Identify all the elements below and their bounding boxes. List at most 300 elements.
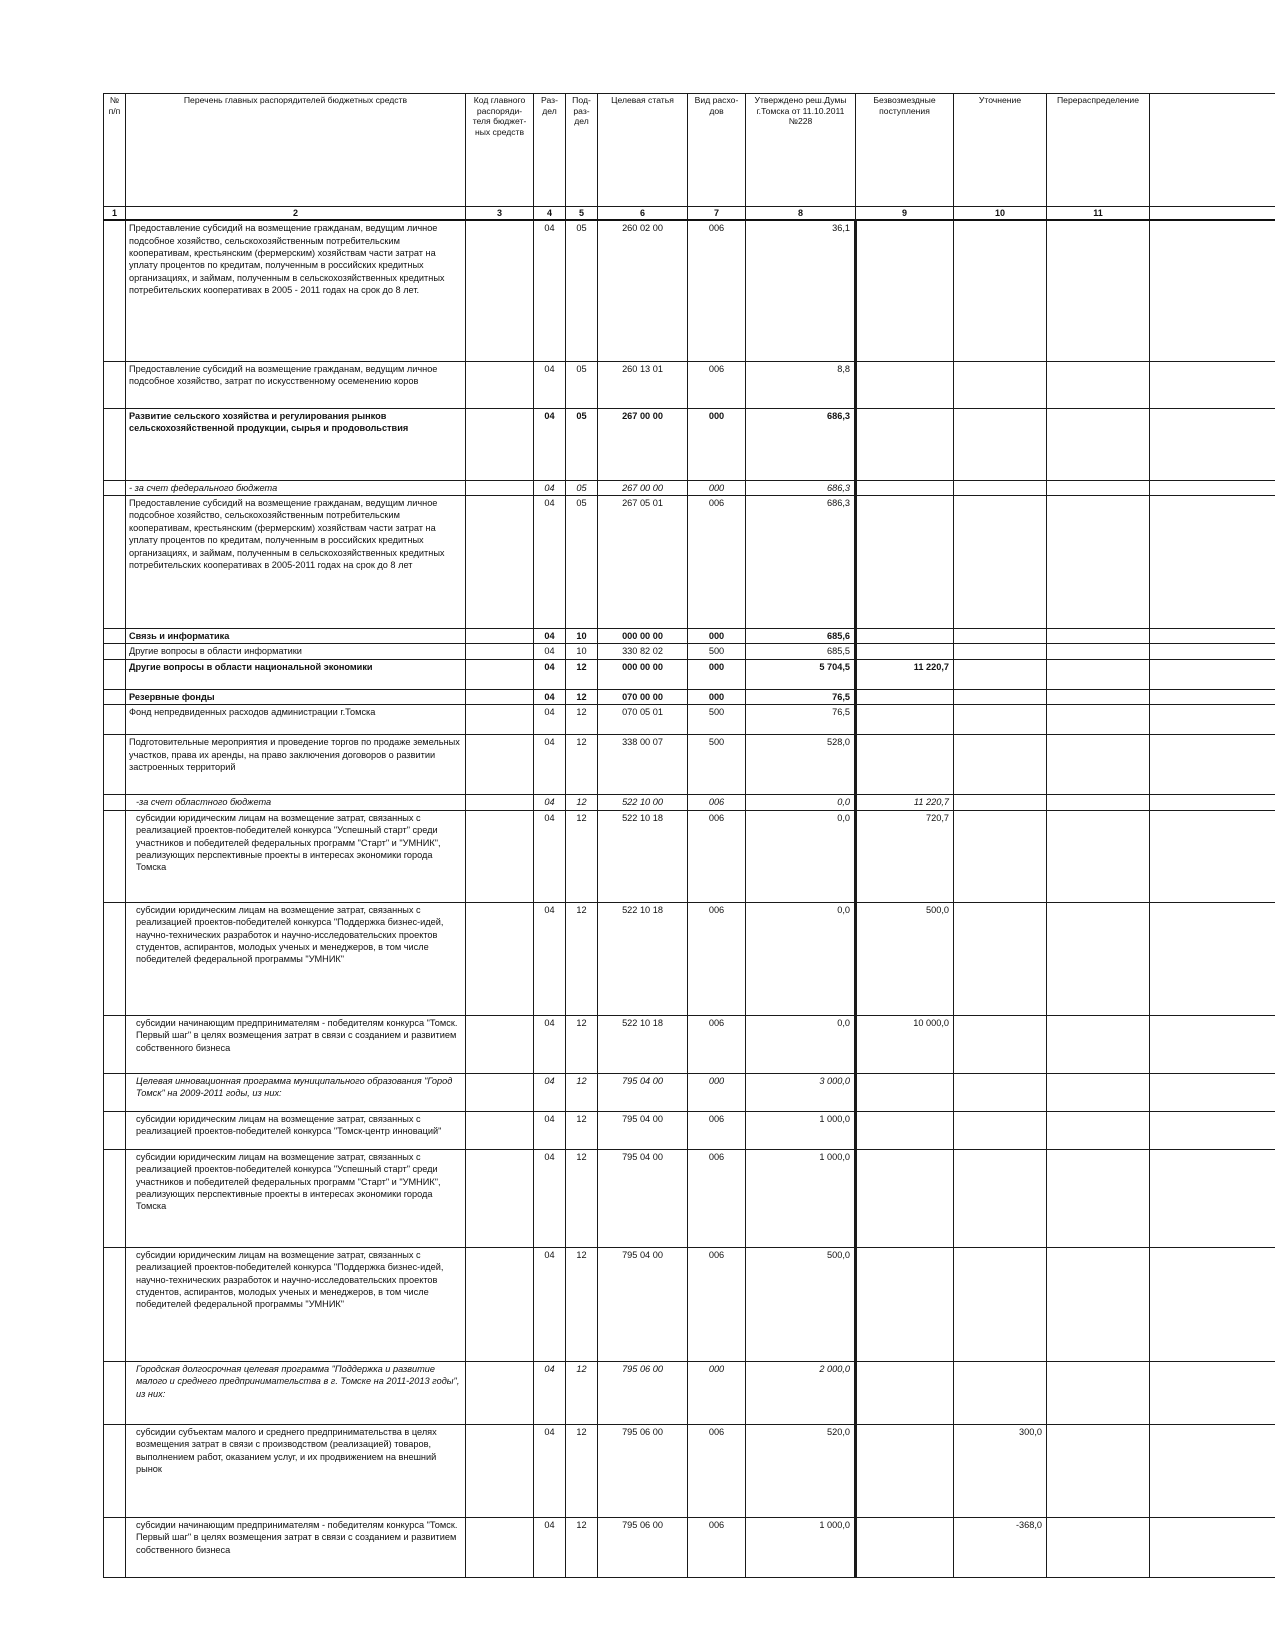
cell-expense-type: 006 xyxy=(688,361,746,408)
cell-approved-amount: 3 000,0 xyxy=(746,1073,856,1111)
cell-free-receipts xyxy=(856,1361,954,1424)
cell-expense-type: 006 xyxy=(688,496,746,629)
cell-free-receipts: 10 000,0 xyxy=(856,1015,954,1073)
cell-clarification xyxy=(954,480,1047,495)
cell-admin-code xyxy=(466,795,534,810)
cell-subsection: 05 xyxy=(566,220,598,361)
cell-expense-type: 006 xyxy=(688,220,746,361)
table-row xyxy=(104,480,1275,495)
cell-target-article: 267 05 01 xyxy=(598,496,688,629)
cell-section: 04 xyxy=(534,659,566,689)
cell-admin-code xyxy=(466,629,534,644)
budget-sheet xyxy=(103,93,1275,1650)
cell-number xyxy=(104,480,126,495)
cell-target-article: 522 10 18 xyxy=(598,902,688,1015)
cell-item-name: Фонд непредвиденных расходов администрации г.Томска xyxy=(126,705,466,735)
cell-approved-amount: 1 000,0 xyxy=(746,1111,856,1149)
cell-item-name: Предоставление субсидий на возмещение гражданам, ведущим личное подсобное хозяйство, сельскохозяйственным потребительским кооперативам, крестьянским (фермерским) хозяйствам части затрат на уплату процентов по кредитам, полученным в российских кредитных организациях, и займам, полученным в сельскохозяйственных кредитных потребительских кооперативах в 2005 - 2011 годах на срок до 8 лет. xyxy=(126,220,466,361)
cell-admin-code xyxy=(466,902,534,1015)
cell-subsection: 12 xyxy=(566,795,598,810)
cell-redistribution xyxy=(1047,1361,1150,1424)
cell-expense-type: 000 xyxy=(688,689,746,704)
cell-admin-code xyxy=(466,1361,534,1424)
cell-redistribution xyxy=(1047,408,1150,480)
cell-admin-code xyxy=(466,408,534,480)
cell-redistribution xyxy=(1047,1073,1150,1111)
cell-clarification xyxy=(954,705,1047,735)
cell-free-receipts xyxy=(856,629,954,644)
cell-extra xyxy=(1150,1073,1275,1111)
cell-subsection: 12 xyxy=(566,1015,598,1073)
cell-free-receipts: 11 220,7 xyxy=(856,795,954,810)
cell-extra xyxy=(1150,220,1275,361)
header-col-8: Утверждено реш.Думы г.Томска от 11.10.2011 №228 xyxy=(746,94,856,207)
cell-redistribution xyxy=(1047,810,1150,902)
cell-target-article: 795 04 00 xyxy=(598,1247,688,1361)
cell-extra xyxy=(1150,902,1275,1015)
col-num-3: 3 xyxy=(466,207,534,221)
cell-section: 04 xyxy=(534,480,566,495)
cell-expense-type: 500 xyxy=(688,644,746,659)
cell-admin-code xyxy=(466,689,534,704)
cell-extra xyxy=(1150,361,1275,408)
col-num-8: 8 xyxy=(746,207,856,221)
cell-extra xyxy=(1150,810,1275,902)
cell-subsection: 10 xyxy=(566,644,598,659)
cell-extra xyxy=(1150,644,1275,659)
cell-number xyxy=(104,795,126,810)
cell-clarification xyxy=(954,220,1047,361)
cell-section: 04 xyxy=(534,408,566,480)
cell-approved-amount: 76,5 xyxy=(746,689,856,704)
cell-section: 04 xyxy=(534,902,566,1015)
cell-approved-amount: 685,6 xyxy=(746,629,856,644)
cell-subsection: 12 xyxy=(566,1073,598,1111)
cell-number xyxy=(104,1517,126,1577)
cell-extra xyxy=(1150,1424,1275,1517)
cell-expense-type: 000 xyxy=(688,1361,746,1424)
cell-subsection: 12 xyxy=(566,689,598,704)
cell-admin-code xyxy=(466,810,534,902)
cell-number xyxy=(104,1247,126,1361)
cell-clarification xyxy=(954,1111,1047,1149)
cell-item-name: Целевая инновационная программа муниципального образования "Город Томск" на 2009-2011 годы, из них: xyxy=(126,1073,466,1111)
header-col-1: № п/п xyxy=(104,94,126,207)
cell-extra xyxy=(1150,1149,1275,1247)
cell-approved-amount: 686,3 xyxy=(746,496,856,629)
cell-approved-amount: 1 000,0 xyxy=(746,1517,856,1577)
cell-number xyxy=(104,810,126,902)
cell-free-receipts xyxy=(856,1073,954,1111)
cell-clarification: 300,0 xyxy=(954,1424,1047,1517)
cell-expense-type: 006 xyxy=(688,795,746,810)
table-row xyxy=(104,1073,1275,1111)
cell-free-receipts xyxy=(856,735,954,795)
cell-subsection: 10 xyxy=(566,629,598,644)
cell-number xyxy=(104,1149,126,1247)
cell-free-receipts xyxy=(856,480,954,495)
cell-subsection: 05 xyxy=(566,496,598,629)
cell-extra xyxy=(1150,705,1275,735)
cell-subsection: 12 xyxy=(566,1361,598,1424)
cell-item-name: - за счет федерального бюджета xyxy=(126,480,466,495)
cell-number xyxy=(104,629,126,644)
cell-number xyxy=(104,705,126,735)
header-col-9: Безвозмездные поступления xyxy=(856,94,954,207)
table-row xyxy=(104,629,1275,644)
table-row xyxy=(104,1247,1275,1361)
cell-admin-code xyxy=(466,361,534,408)
header-col-3: Код главного распоряди-теля бюджет-ных средств xyxy=(466,94,534,207)
cell-free-receipts xyxy=(856,408,954,480)
cell-approved-amount: 520,0 xyxy=(746,1424,856,1517)
cell-admin-code xyxy=(466,1424,534,1517)
cell-approved-amount: 686,3 xyxy=(746,408,856,480)
cell-subsection: 12 xyxy=(566,902,598,1015)
cell-target-article: 795 06 00 xyxy=(598,1424,688,1517)
cell-section: 04 xyxy=(534,361,566,408)
cell-free-receipts xyxy=(856,689,954,704)
cell-redistribution xyxy=(1047,705,1150,735)
cell-free-receipts xyxy=(856,1424,954,1517)
cell-expense-type: 500 xyxy=(688,705,746,735)
cell-approved-amount: 528,0 xyxy=(746,735,856,795)
cell-subsection: 12 xyxy=(566,1247,598,1361)
cell-number xyxy=(104,496,126,629)
cell-clarification xyxy=(954,1247,1047,1361)
cell-redistribution xyxy=(1047,496,1150,629)
cell-clarification xyxy=(954,1149,1047,1247)
cell-section: 04 xyxy=(534,1073,566,1111)
cell-target-article: 795 06 00 xyxy=(598,1361,688,1424)
cell-extra xyxy=(1150,735,1275,795)
cell-free-receipts: 720,7 xyxy=(856,810,954,902)
cell-expense-type: 000 xyxy=(688,480,746,495)
cell-redistribution xyxy=(1047,1015,1150,1073)
table-row xyxy=(104,644,1275,659)
cell-approved-amount: 0,0 xyxy=(746,795,856,810)
cell-redistribution xyxy=(1047,735,1150,795)
cell-extra xyxy=(1150,1247,1275,1361)
cell-number xyxy=(104,1073,126,1111)
cell-item-name: Подготовительные мероприятия и проведение торгов по продаже земельных участков, права их аренды, на право заключения договоров о развитии застроенных территорий xyxy=(126,735,466,795)
col-num-7: 7 xyxy=(688,207,746,221)
cell-extra xyxy=(1150,480,1275,495)
cell-item-name: субсидии субъектам малого и среднего предпринимательства в целях возмещения затрат в связи с производством (реализацией) товаров, выполнением работ, оказанием услуг, и их продвижением на внешний рынок xyxy=(126,1424,466,1517)
col-num-6: 6 xyxy=(598,207,688,221)
cell-target-article: 522 10 18 xyxy=(598,810,688,902)
cell-redistribution xyxy=(1047,902,1150,1015)
cell-item-name: Развитие сельского хозяйства и регулирования рынков сельскохозяйственной продукции, сырья и продовольствия xyxy=(126,408,466,480)
cell-section: 04 xyxy=(534,795,566,810)
cell-section: 04 xyxy=(534,1361,566,1424)
table-row xyxy=(104,220,1275,361)
table-row xyxy=(104,689,1275,704)
table-row xyxy=(104,810,1275,902)
col-num-4: 4 xyxy=(534,207,566,221)
table-row xyxy=(104,1149,1275,1247)
cell-free-receipts xyxy=(856,1111,954,1149)
cell-extra xyxy=(1150,659,1275,689)
cell-section: 04 xyxy=(534,1247,566,1361)
table-row xyxy=(104,735,1275,795)
cell-target-article: 795 04 00 xyxy=(598,1111,688,1149)
cell-target-article: 070 00 00 xyxy=(598,689,688,704)
cell-admin-code xyxy=(466,1149,534,1247)
cell-redistribution xyxy=(1047,644,1150,659)
budget-table xyxy=(103,93,1275,1578)
cell-clarification xyxy=(954,496,1047,629)
cell-item-name: субсидии юридическим лицам на возмещение затрат, связанных с реализацией проектов-победителей конкурса "Поддержка бизнес-идей, научно-технических разработок и научно-исследовательских проектов студентов, аспирантов, молодых ученых и менеджеров, в том числе победителей федеральной программы "УМНИК" xyxy=(126,1247,466,1361)
cell-item-name: субсидии юридическим лицам на возмещение затрат, связанных с реализацией проектов-победителей конкурса "Успешный старт" среди участников и победителей федеральных программ "Старт" и "УМНИК", реализующих перспективные проекты в интересах экономики города Томска xyxy=(126,1149,466,1247)
cell-admin-code xyxy=(466,480,534,495)
table-row xyxy=(104,408,1275,480)
cell-free-receipts xyxy=(856,220,954,361)
cell-approved-amount: 76,5 xyxy=(746,705,856,735)
cell-clarification xyxy=(954,1073,1047,1111)
header-col-4: Раз-дел xyxy=(534,94,566,207)
cell-number xyxy=(104,902,126,1015)
cell-number xyxy=(104,220,126,361)
cell-section: 04 xyxy=(534,644,566,659)
cell-section: 04 xyxy=(534,689,566,704)
cell-admin-code xyxy=(466,1015,534,1073)
cell-clarification xyxy=(954,408,1047,480)
cell-extra xyxy=(1150,1361,1275,1424)
header-col-12 xyxy=(1150,94,1275,207)
cell-admin-code xyxy=(466,644,534,659)
cell-expense-type: 006 xyxy=(688,1517,746,1577)
cell-subsection: 12 xyxy=(566,1424,598,1517)
cell-expense-type: 000 xyxy=(688,659,746,689)
cell-free-receipts xyxy=(856,361,954,408)
cell-item-name: Предоставление субсидий на возмещение гражданам, ведущим личное подсобное хозяйство, затрат по искусственному осеменению коров xyxy=(126,361,466,408)
cell-subsection: 12 xyxy=(566,735,598,795)
cell-approved-amount: 500,0 xyxy=(746,1247,856,1361)
cell-target-article: 522 10 00 xyxy=(598,795,688,810)
cell-section: 04 xyxy=(534,1149,566,1247)
cell-expense-type: 006 xyxy=(688,902,746,1015)
cell-expense-type: 000 xyxy=(688,408,746,480)
table-row xyxy=(104,1111,1275,1149)
cell-redistribution xyxy=(1047,1247,1150,1361)
cell-clarification xyxy=(954,902,1047,1015)
cell-subsection: 12 xyxy=(566,1517,598,1577)
cell-number xyxy=(104,361,126,408)
cell-approved-amount: 685,5 xyxy=(746,644,856,659)
cell-admin-code xyxy=(466,705,534,735)
cell-expense-type: 000 xyxy=(688,629,746,644)
cell-redistribution xyxy=(1047,659,1150,689)
cell-number xyxy=(104,1424,126,1517)
cell-expense-type: 006 xyxy=(688,1111,746,1149)
cell-redistribution xyxy=(1047,1149,1150,1247)
table-row xyxy=(104,361,1275,408)
cell-clarification xyxy=(954,629,1047,644)
cell-redistribution xyxy=(1047,1111,1150,1149)
cell-admin-code xyxy=(466,1111,534,1149)
cell-item-name: Связь и информатика xyxy=(126,629,466,644)
cell-extra xyxy=(1150,1517,1275,1577)
cell-admin-code xyxy=(466,220,534,361)
cell-redistribution xyxy=(1047,1517,1150,1577)
cell-expense-type: 000 xyxy=(688,1073,746,1111)
cell-free-receipts xyxy=(856,1247,954,1361)
table-row xyxy=(104,902,1275,1015)
cell-number xyxy=(104,408,126,480)
cell-approved-amount: 0,0 xyxy=(746,1015,856,1073)
cell-expense-type: 006 xyxy=(688,1149,746,1247)
cell-target-article: 267 00 00 xyxy=(598,408,688,480)
cell-expense-type: 006 xyxy=(688,1424,746,1517)
cell-approved-amount: 2 000,0 xyxy=(746,1361,856,1424)
table-row xyxy=(104,1517,1275,1577)
cell-item-name: субсидии начинающим предпринимателям - победителям конкурса "Томск. Первый шаг" в целях возмещения затрат в связи с созданием и развитием собственного бизнеса xyxy=(126,1517,466,1577)
cell-extra xyxy=(1150,1111,1275,1149)
cell-target-article: 795 04 00 xyxy=(598,1149,688,1247)
header-col-10: Уточнение xyxy=(954,94,1047,207)
cell-admin-code xyxy=(466,1247,534,1361)
cell-target-article: 000 00 00 xyxy=(598,629,688,644)
cell-item-name: Другие вопросы в области информатики xyxy=(126,644,466,659)
table-row xyxy=(104,659,1275,689)
cell-free-receipts: 11 220,7 xyxy=(856,659,954,689)
cell-number xyxy=(104,689,126,704)
cell-target-article: 260 13 01 xyxy=(598,361,688,408)
cell-section: 04 xyxy=(534,1424,566,1517)
cell-target-article: 338 00 07 xyxy=(598,735,688,795)
cell-expense-type: 006 xyxy=(688,810,746,902)
cell-target-article: 260 02 00 xyxy=(598,220,688,361)
cell-free-receipts xyxy=(856,496,954,629)
cell-item-name: субсидии начинающим предпринимателям - победителям конкурса "Томск. Первый шаг" в целях возмещения затрат в связи с созданием и развитием собственного бизнеса xyxy=(126,1015,466,1073)
cell-target-article: 070 05 01 xyxy=(598,705,688,735)
cell-number xyxy=(104,659,126,689)
cell-expense-type: 006 xyxy=(688,1015,746,1073)
cell-item-name: Предоставление субсидий на возмещение гражданам, ведущим личное подсобное хозяйство, сельскохозяйственным потребительским кооперативам, крестьянским (фермерским) хозяйствам части затрат на уплату процентов по кредитам, полученным в российских кредитных организациях, и займам, полученным в сельскохозяйственных кредитных потребительских кооперативах в 2005-2011 годах на срок до 8 лет xyxy=(126,496,466,629)
cell-free-receipts xyxy=(856,644,954,659)
cell-redistribution xyxy=(1047,795,1150,810)
cell-admin-code xyxy=(466,659,534,689)
cell-section: 04 xyxy=(534,220,566,361)
cell-redistribution xyxy=(1047,220,1150,361)
cell-redistribution xyxy=(1047,689,1150,704)
table-row xyxy=(104,1361,1275,1424)
cell-admin-code xyxy=(466,735,534,795)
col-num-1: 1 xyxy=(104,207,126,221)
cell-clarification xyxy=(954,795,1047,810)
header-row xyxy=(104,94,1275,207)
col-num-10: 10 xyxy=(954,207,1047,221)
table-row xyxy=(104,705,1275,735)
header-col-2: Перечень главных распорядителей бюджетных средств xyxy=(126,94,466,207)
cell-section: 04 xyxy=(534,735,566,795)
cell-number xyxy=(104,735,126,795)
cell-clarification xyxy=(954,689,1047,704)
cell-target-article: 522 10 18 xyxy=(598,1015,688,1073)
cell-extra xyxy=(1150,689,1275,704)
cell-number xyxy=(104,644,126,659)
cell-clarification xyxy=(954,1015,1047,1073)
cell-number xyxy=(104,1015,126,1073)
cell-subsection: 05 xyxy=(566,408,598,480)
table-row xyxy=(104,1424,1275,1517)
cell-section: 04 xyxy=(534,496,566,629)
cell-item-name: Другие вопросы в области национальной экономики xyxy=(126,659,466,689)
cell-redistribution xyxy=(1047,1424,1150,1517)
cell-extra xyxy=(1150,408,1275,480)
header-col-7: Вид расхо-дов xyxy=(688,94,746,207)
cell-number xyxy=(104,1361,126,1424)
header-col-5: Под-раз-дел xyxy=(566,94,598,207)
cell-redistribution xyxy=(1047,361,1150,408)
cell-free-receipts: 500,0 xyxy=(856,902,954,1015)
cell-approved-amount: 5 704,5 xyxy=(746,659,856,689)
table-row xyxy=(104,795,1275,810)
cell-subsection: 12 xyxy=(566,810,598,902)
table-row xyxy=(104,496,1275,629)
cell-subsection: 05 xyxy=(566,361,598,408)
cell-section: 04 xyxy=(534,1517,566,1577)
column-number-row xyxy=(104,207,1275,221)
cell-clarification xyxy=(954,659,1047,689)
cell-number xyxy=(104,1111,126,1149)
cell-extra xyxy=(1150,1015,1275,1073)
cell-clarification xyxy=(954,361,1047,408)
cell-item-name: субсидии юридическим лицам на возмещение затрат, связанных с реализацией проектов-победителей конкурса "Успешный старт" среди участников и победителей федеральных программ "Старт" и "УМНИК", реализующих перспективные проекты в интересах экономики города Томска xyxy=(126,810,466,902)
cell-item-name: субсидии юридическим лицам на возмещение затрат, связанных с реализацией проектов-победителей конкурса "Поддержка бизнес-идей, научно-технических разработок и научно-исследовательских проектов студентов, аспирантов, молодых ученых и менеджеров, в том числе победителей федеральной программы "УМНИК" xyxy=(126,902,466,1015)
cell-redistribution xyxy=(1047,629,1150,644)
cell-item-name: Городская долгосрочная целевая программа "Поддержка и развитие малого и среднего предпринимательства в г. Томске на 2011-2013 годы", из них: xyxy=(126,1361,466,1424)
cell-extra xyxy=(1150,496,1275,629)
cell-approved-amount: 0,0 xyxy=(746,902,856,1015)
col-num-12 xyxy=(1150,207,1275,221)
cell-clarification xyxy=(954,1361,1047,1424)
cell-subsection: 12 xyxy=(566,659,598,689)
header-col-11: Перераспределение xyxy=(1047,94,1150,207)
cell-admin-code xyxy=(466,1517,534,1577)
cell-item-name: субсидии юридическим лицам на возмещение затрат, связанных с реализацией проектов-победителей конкурса "Томск-центр инноваций" xyxy=(126,1111,466,1149)
cell-free-receipts xyxy=(856,1517,954,1577)
cell-approved-amount: 686,3 xyxy=(746,480,856,495)
cell-subsection: 12 xyxy=(566,1149,598,1247)
cell-item-name: Резервные фонды xyxy=(126,689,466,704)
cell-item-name: -за счет областного бюджета xyxy=(126,795,466,810)
cell-clarification xyxy=(954,810,1047,902)
cell-approved-amount: 8,8 xyxy=(746,361,856,408)
cell-free-receipts xyxy=(856,705,954,735)
cell-free-receipts xyxy=(856,1149,954,1247)
cell-admin-code xyxy=(466,1073,534,1111)
cell-approved-amount: 0,0 xyxy=(746,810,856,902)
col-num-2: 2 xyxy=(126,207,466,221)
col-num-9: 9 xyxy=(856,207,954,221)
cell-target-article: 267 00 00 xyxy=(598,480,688,495)
cell-target-article: 330 82 02 xyxy=(598,644,688,659)
cell-expense-type: 500 xyxy=(688,735,746,795)
cell-section: 04 xyxy=(534,810,566,902)
cell-approved-amount: 36,1 xyxy=(746,220,856,361)
cell-section: 04 xyxy=(534,705,566,735)
cell-approved-amount: 1 000,0 xyxy=(746,1149,856,1247)
cell-target-article: 795 06 00 xyxy=(598,1517,688,1577)
cell-extra xyxy=(1150,795,1275,810)
cell-redistribution xyxy=(1047,480,1150,495)
col-num-5: 5 xyxy=(566,207,598,221)
cell-subsection: 12 xyxy=(566,705,598,735)
cell-extra xyxy=(1150,629,1275,644)
cell-clarification xyxy=(954,735,1047,795)
